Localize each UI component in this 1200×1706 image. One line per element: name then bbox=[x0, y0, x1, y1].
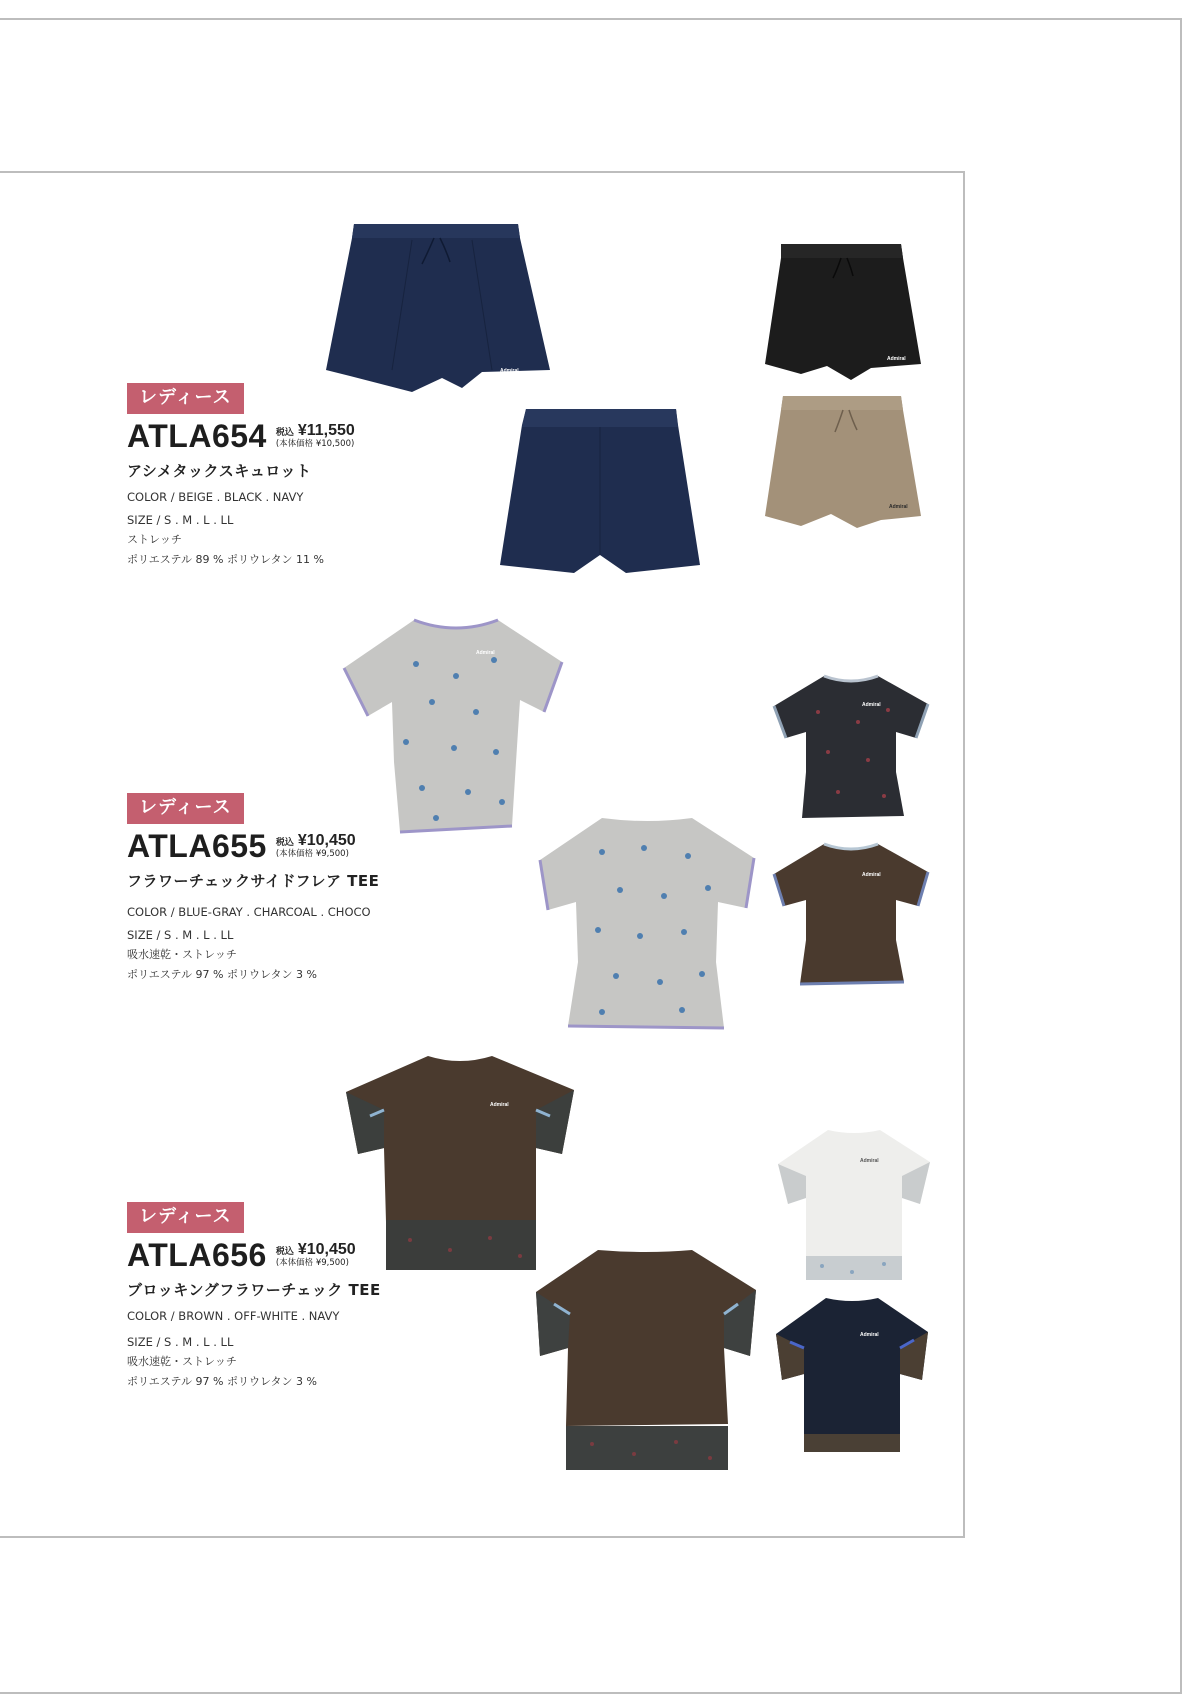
brand-logo: Admiral bbox=[860, 1332, 879, 1338]
product-name: ブロッキングフラワーチェック TEE bbox=[127, 1281, 381, 1299]
navy-culotte-back-image bbox=[496, 405, 702, 577]
category-badge: レディース bbox=[127, 793, 244, 824]
category-badge: レディース bbox=[127, 383, 244, 414]
tax-label: 税込 bbox=[275, 1247, 294, 1258]
base-price: (本体価格 ¥9,500) bbox=[275, 849, 349, 860]
feature-text: 吸水速乾・ストレッチ bbox=[127, 948, 237, 961]
navy-blocking-tee-image bbox=[768, 1294, 936, 1456]
base-price: (本体価格 ¥9,500) bbox=[275, 1258, 349, 1269]
price: ¥11,550 bbox=[297, 422, 355, 440]
brand-logo: Admiral bbox=[860, 1158, 879, 1164]
size-list: SIZE / S . M . L . LL bbox=[127, 928, 234, 942]
brown-blocking-tee-back-image bbox=[530, 1244, 762, 1474]
brown-blocking-tee-front-image bbox=[340, 1050, 580, 1274]
brand-logo: Admiral bbox=[862, 872, 881, 878]
gray-tee-back-image bbox=[532, 812, 762, 1034]
price: ¥10,450 bbox=[297, 832, 356, 850]
price-box bbox=[276, 423, 355, 449]
material-text: ポリエステル 97 % ポリウレタン 3 % bbox=[127, 1375, 317, 1388]
price: ¥10,450 bbox=[297, 1241, 356, 1259]
product-atla654 bbox=[127, 383, 457, 567]
tax-label: 税込 bbox=[275, 428, 294, 439]
category-badge: レディース bbox=[127, 1202, 244, 1233]
choco-tee-image bbox=[768, 840, 934, 988]
base-price: (本体価格 ¥10,500) bbox=[275, 439, 355, 450]
material-text: ポリエステル 89 % ポリウレタン 11 % bbox=[127, 553, 324, 566]
brand-logo: Admiral bbox=[887, 356, 906, 362]
brand-logo: Admiral bbox=[490, 1102, 509, 1108]
brand-logo: Admiral bbox=[862, 702, 881, 708]
price-box bbox=[276, 833, 356, 859]
brand-logo: Admiral bbox=[476, 650, 495, 656]
brand-logo: Admiral bbox=[500, 368, 519, 374]
size-list: SIZE / S . M . L . LL bbox=[127, 513, 234, 527]
color-list: COLOR / BEIGE . BLACK . NAVY bbox=[127, 490, 304, 504]
color-list: COLOR / BLUE-GRAY . CHARCOAL . CHOCO bbox=[127, 905, 371, 919]
charcoal-tee-image bbox=[768, 672, 934, 820]
navy-culotte-front-image bbox=[322, 220, 554, 410]
product-code: ATLA654 bbox=[127, 418, 267, 454]
product-code: ATLA655 bbox=[127, 828, 267, 864]
brand-logo: Admiral bbox=[889, 504, 908, 510]
material-text: ポリエステル 97 % ポリウレタン 3 % bbox=[127, 968, 317, 981]
feature-text: ストレッチ bbox=[127, 533, 182, 546]
product-code: ATLA656 bbox=[127, 1237, 267, 1273]
color-list: COLOR / BROWN . OFF-WHITE . NAVY bbox=[127, 1309, 340, 1323]
size-list: SIZE / S . M . L . LL bbox=[127, 1335, 234, 1349]
offwhite-tee-image bbox=[772, 1126, 936, 1286]
product-code-row bbox=[127, 418, 457, 454]
black-culotte-image bbox=[761, 240, 925, 380]
product-name: フラワーチェックサイドフレア TEE bbox=[127, 872, 380, 890]
beige-culotte-image bbox=[761, 392, 925, 530]
gray-tee-front-image bbox=[336, 612, 576, 837]
feature-text: 吸水速乾・ストレッチ bbox=[127, 1355, 237, 1368]
product-name: アシメタックスキュロット bbox=[127, 462, 312, 480]
tax-label: 税込 bbox=[275, 838, 294, 849]
